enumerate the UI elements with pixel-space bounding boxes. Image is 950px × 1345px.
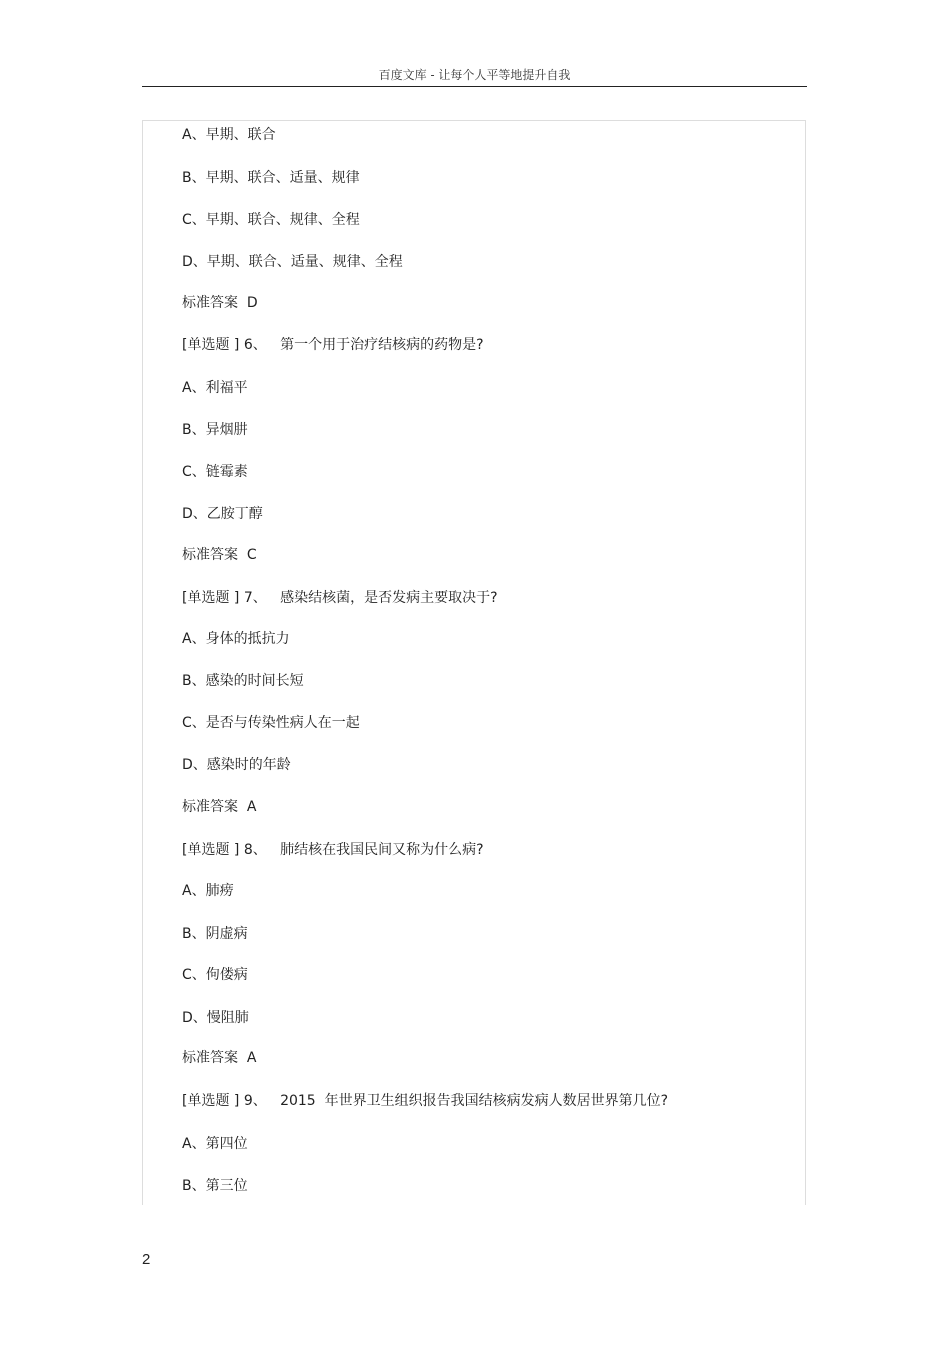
standard-answer: 标准答案 A	[182, 799, 257, 815]
option-c: C、佝偻病	[182, 967, 248, 983]
option-c: C、早期、联合、规律、全程	[182, 212, 360, 228]
option-a: A、身体的抵抗力	[182, 631, 290, 647]
header-divider	[142, 86, 807, 87]
option-d: D、慢阻肺	[182, 1010, 249, 1026]
option-a: A、肺痨	[182, 883, 234, 899]
page-number: 2	[142, 1251, 151, 1268]
option-b: B、第三位	[182, 1178, 248, 1194]
standard-answer: 标准答案 A	[182, 1050, 257, 1066]
option-c: C、是否与传染性病人在一起	[182, 715, 360, 731]
option-b: B、感染的时间长短	[182, 673, 304, 689]
option-b: B、早期、联合、适量、规律	[182, 170, 360, 186]
option-a: A、利福平	[182, 380, 248, 396]
content-frame	[142, 120, 806, 1205]
option-c: C、链霉素	[182, 464, 248, 480]
option-d: D、感染时的年龄	[182, 757, 291, 773]
question-7: [单选题 ] 7、 感染结核菌，是否发病主要取决于?	[182, 590, 498, 606]
standard-answer: 标准答案 D	[182, 295, 258, 311]
question-6: [单选题 ] 6、 第一个用于治疗结核病的药物是?	[182, 337, 484, 353]
question-8: [单选题 ] 8、 肺结核在我国民间又称为什么病?	[182, 842, 484, 858]
option-d: D、早期、联合、适量、规律、全程	[182, 254, 403, 270]
page-header: 百度文库 - 让每个人平等地提升自我	[378, 68, 571, 82]
option-d: D、乙胺丁醇	[182, 506, 263, 522]
option-a: A、早期、联合	[182, 127, 276, 143]
standard-answer: 标准答案 C	[182, 547, 257, 563]
option-b: B、异烟肼	[182, 422, 248, 438]
option-a: A、第四位	[182, 1136, 248, 1152]
question-9: [单选题 ] 9、 2015 年世界卫生组织报告我国结核病发病人数居世界第几位?	[182, 1093, 669, 1109]
option-b: B、阴虚病	[182, 926, 248, 942]
